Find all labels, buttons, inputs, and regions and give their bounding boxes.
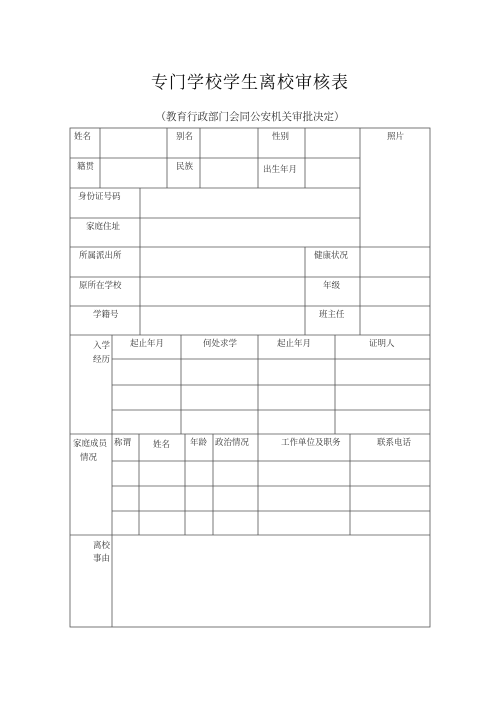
- family-row-3-phone[interactable]: [350, 511, 430, 535]
- native-place-label: 籍贯: [77, 162, 95, 172]
- former-school-field[interactable]: [140, 277, 305, 306]
- ethnicity-field[interactable]: [200, 158, 258, 188]
- family-row-1-phone[interactable]: [350, 461, 430, 486]
- alias-label: 别名: [176, 132, 194, 142]
- history-row-1-period-1[interactable]: [112, 359, 181, 385]
- birth-date-field[interactable]: [305, 158, 360, 188]
- history-school-header: 何处求学: [203, 339, 238, 349]
- student-number-field[interactable]: [140, 306, 305, 335]
- student-number-label: 学籍号: [93, 310, 119, 320]
- history-row-2-period-2[interactable]: [258, 385, 335, 410]
- history-row-2-period-1[interactable]: [112, 385, 181, 410]
- police-station-label: 所属派出所: [79, 251, 122, 261]
- family-row-3-age[interactable]: [185, 511, 213, 535]
- family-work-header: 工作单位及职务: [281, 438, 341, 448]
- family-row-1-politics[interactable]: [213, 461, 258, 486]
- history-row-3-period-2[interactable]: [258, 410, 335, 434]
- home-address-label: 家庭住址: [86, 222, 121, 232]
- family-row-2-politics[interactable]: [213, 486, 258, 511]
- history-row-2-school[interactable]: [181, 385, 258, 410]
- family-relation-header: 称谓: [114, 438, 132, 448]
- family-row-3-relation[interactable]: [112, 511, 139, 535]
- study-history-label-line2: 经历: [93, 355, 111, 365]
- form-subtitle: （教育行政部门会同公安机关审批决定）: [155, 111, 345, 123]
- family-row-2-work[interactable]: [258, 486, 350, 511]
- name-field[interactable]: [100, 128, 167, 158]
- history-row-3-period-1[interactable]: [112, 410, 181, 434]
- family-label-line1: 家庭成员: [73, 439, 108, 449]
- history-row-1-period-2[interactable]: [258, 359, 335, 385]
- history-row-1-school[interactable]: [181, 359, 258, 385]
- family-row-3-politics[interactable]: [213, 511, 258, 535]
- birth-date-label: 出生年月: [263, 165, 298, 175]
- ethnicity-label: 民族: [176, 162, 194, 172]
- alias-field[interactable]: [200, 128, 258, 158]
- head-teacher-field[interactable]: [360, 306, 430, 335]
- reason-field[interactable]: [112, 535, 430, 627]
- history-start-end-2-header: 起止年月: [277, 339, 312, 349]
- id-number-field[interactable]: [140, 188, 360, 218]
- family-phone-header: 联系电话: [377, 438, 412, 448]
- form-title: 专门学校学生离校审核表: [151, 73, 349, 93]
- former-school-label: 原所在学校: [79, 281, 122, 291]
- grade-label: 年级: [323, 281, 341, 291]
- head-teacher-label: 班主任: [319, 310, 345, 320]
- photo-field[interactable]: [360, 128, 430, 247]
- home-address-field[interactable]: [140, 218, 360, 247]
- police-station-field[interactable]: [140, 247, 305, 277]
- family-row-2-age[interactable]: [185, 486, 213, 511]
- history-row-3-school[interactable]: [181, 410, 258, 434]
- health-field[interactable]: [360, 247, 430, 277]
- history-row-3-witness[interactable]: [335, 410, 430, 434]
- study-history-label-line1: 入学: [93, 341, 111, 351]
- family-name-header: 姓名: [153, 440, 171, 450]
- gender-field[interactable]: [305, 128, 360, 158]
- grade-field[interactable]: [360, 277, 430, 306]
- family-row-1-relation[interactable]: [112, 461, 139, 486]
- id-number-label: 身份证号码: [78, 192, 121, 202]
- family-row-1-name[interactable]: [139, 461, 185, 486]
- health-label: 健康状况: [314, 251, 349, 261]
- history-row-2-witness[interactable]: [335, 385, 430, 410]
- reason-label-line1: 离校: [93, 541, 111, 551]
- family-label-line2: 情况: [80, 453, 98, 463]
- family-row-2-phone[interactable]: [350, 486, 430, 511]
- family-age-header: 年龄: [190, 438, 208, 448]
- family-row-1-age[interactable]: [185, 461, 213, 486]
- family-row-3-name[interactable]: [139, 511, 185, 535]
- reason-label-line2: 事由: [93, 554, 111, 564]
- family-row-3-work[interactable]: [258, 511, 350, 535]
- family-row-1-work[interactable]: [258, 461, 350, 486]
- photo-label: 照片: [387, 132, 405, 142]
- gender-label: 性别: [272, 132, 290, 142]
- native-place-field[interactable]: [100, 158, 167, 188]
- family-row-2-relation[interactable]: [112, 486, 139, 511]
- name-label: 姓名: [74, 132, 92, 142]
- family-politics-header: 政治情况: [215, 438, 250, 448]
- history-witness-header: 证明人: [369, 339, 395, 349]
- history-start-end-1-header: 起止年月: [130, 339, 165, 349]
- history-row-1-witness[interactable]: [335, 359, 430, 385]
- family-row-2-name[interactable]: [139, 486, 185, 511]
